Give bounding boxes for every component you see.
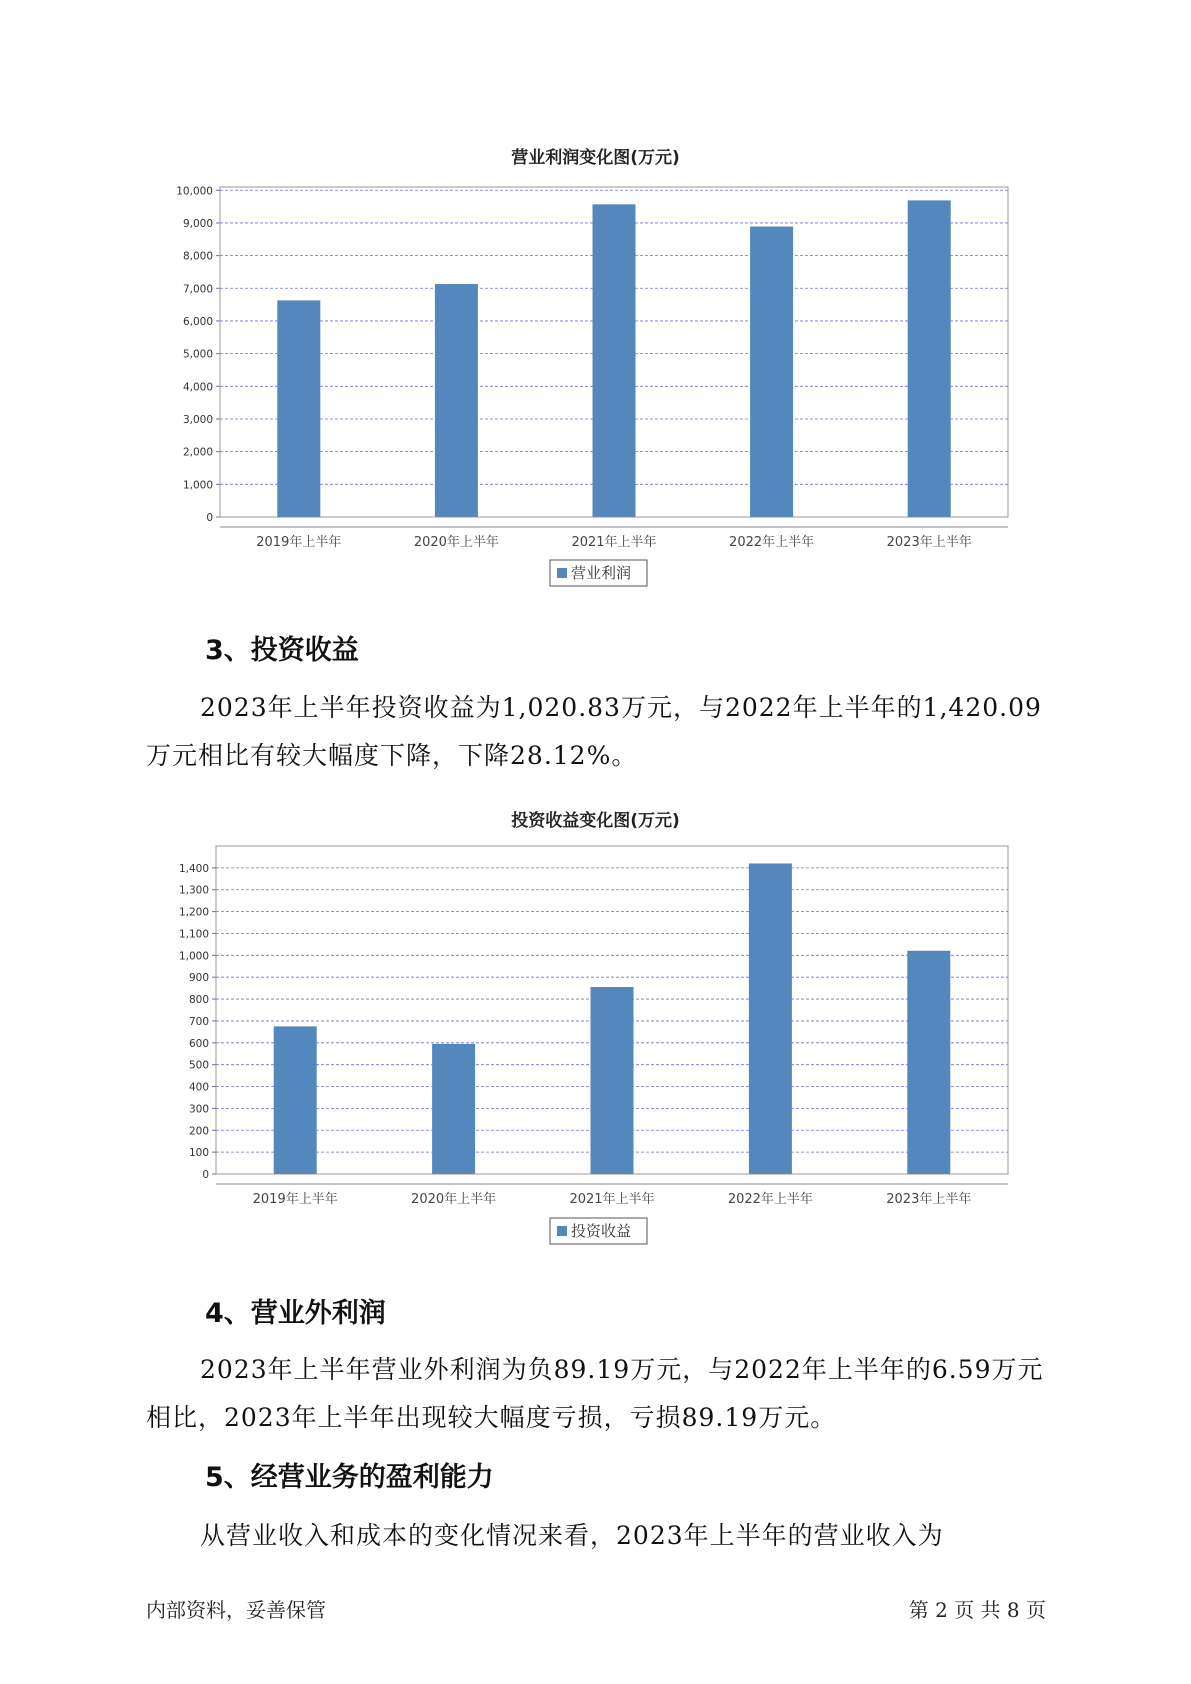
y-tick-label: 9,000	[182, 217, 213, 230]
bar	[432, 1044, 475, 1174]
paragraph-business-profitability	[146, 1512, 1066, 1560]
category-label: 2020年上半年	[411, 1192, 497, 1207]
footer-page-number: 第 2 页 共 8 页	[908, 1598, 1046, 1622]
chart-title-operating-profit: 营业利润变化图(万元)	[511, 148, 680, 168]
bar	[749, 863, 792, 1174]
legend-swatch	[557, 1226, 567, 1236]
bar	[907, 951, 950, 1174]
y-tick-label: 200	[188, 1125, 209, 1138]
y-tick-label: 400	[188, 1081, 209, 1094]
footer-confidential-note: 内部资料，妥善保管	[146, 1598, 326, 1622]
category-label: 2019年上半年	[256, 535, 342, 550]
bar	[277, 300, 320, 517]
chart-investment-income	[0, 830, 1191, 1270]
section-heading-nonoperating-profit: 4、营业外利润	[205, 1298, 386, 1329]
category-label: 2019年上半年	[252, 1192, 338, 1207]
paragraph-line: 相比，2023年上半年出现较大幅度亏损，亏损89.19万元。	[146, 1403, 837, 1432]
category-label: 2021年上半年	[569, 1192, 655, 1207]
y-tick-label: 700	[188, 1015, 209, 1028]
category-label: 2020年上半年	[413, 535, 499, 550]
y-tick-label: 1,000	[178, 950, 209, 963]
paragraph-line: 2023年上半年投资收益为1,020.83万元，与2022年上半年的1,420.09	[200, 693, 1042, 722]
section-heading-investment-income: 3、投资收益	[205, 635, 359, 666]
y-tick-label: 0	[202, 1169, 209, 1181]
bar	[435, 284, 478, 517]
y-tick-label: 5,000	[182, 348, 213, 361]
y-tick-label: 500	[188, 1059, 209, 1072]
paragraph-line: 2023年上半年营业外利润为负89.19万元，与2022年上半年的6.59万元	[200, 1355, 1044, 1384]
y-tick-label: 10,000	[176, 185, 213, 198]
bar	[750, 227, 793, 517]
category-label: 2021年上半年	[571, 535, 657, 550]
category-label: 2023年上半年	[886, 535, 972, 550]
y-tick-label: 1,300	[178, 884, 209, 897]
paragraph-nonoperating-profit	[146, 1346, 1066, 1442]
y-tick-label: 8,000	[182, 250, 213, 263]
paragraph-line: 从营业收入和成本的变化情况来看，2023年上半年的营业收入为	[200, 1521, 944, 1550]
bar	[908, 200, 951, 517]
legend-label: 营业利润	[571, 564, 632, 582]
y-tick-label: 600	[188, 1037, 209, 1050]
y-tick-label: 1,100	[178, 928, 209, 941]
chart-operating-profit	[0, 165, 1191, 600]
bar	[593, 204, 636, 517]
section-heading-business-profitability: 5、经营业务的盈利能力	[205, 1462, 494, 1493]
chart-title-investment-income: 投资收益变化图(万元)	[511, 811, 680, 831]
category-label: 2022年上半年	[729, 535, 815, 550]
paragraph-line: 万元相比有较大幅度下降，下降28.12%。	[146, 741, 638, 770]
legend-swatch	[557, 568, 567, 578]
y-tick-label: 6,000	[182, 315, 213, 328]
paragraph-investment-income	[146, 684, 1066, 780]
category-label: 2022年上半年	[727, 1192, 813, 1207]
y-tick-label: 300	[188, 1103, 209, 1116]
legend-label: 投资收益	[571, 1222, 632, 1240]
y-tick-label: 900	[188, 972, 209, 985]
category-label: 2023年上半年	[886, 1192, 972, 1207]
y-tick-label: 100	[188, 1147, 209, 1160]
y-tick-label: 800	[188, 994, 209, 1007]
y-tick-label: 1,400	[178, 862, 209, 875]
y-tick-label: 1,000	[182, 479, 213, 492]
y-tick-label: 4,000	[182, 381, 213, 394]
bar	[274, 1026, 317, 1174]
y-tick-label: 1,200	[178, 906, 209, 919]
bar	[591, 987, 634, 1174]
y-tick-label: 7,000	[182, 283, 213, 296]
y-tick-label: 3,000	[182, 413, 213, 426]
y-tick-label: 0	[206, 512, 213, 524]
y-tick-label: 2,000	[182, 446, 213, 459]
